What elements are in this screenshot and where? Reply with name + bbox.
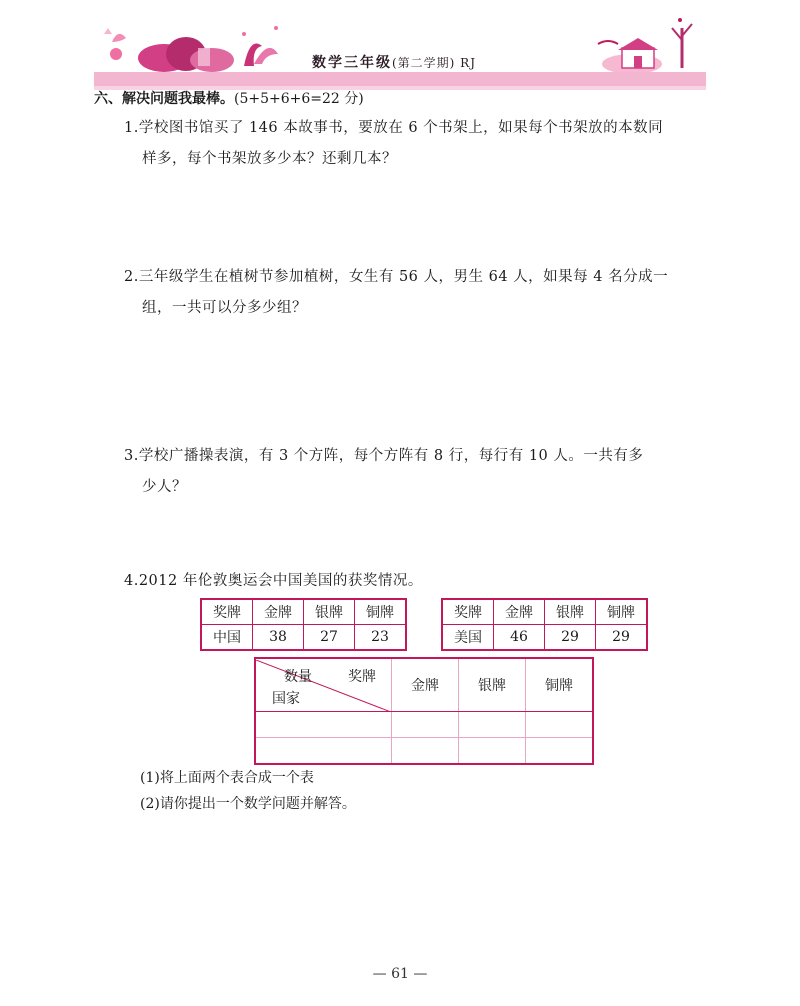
table-header-cell: 奖牌 [201, 599, 253, 625]
table-cell: 中国 [201, 625, 253, 651]
diag-label-quantity: 数量 [284, 669, 312, 685]
table-header-cell: 银牌 [459, 658, 526, 712]
blank-cell[interactable] [459, 712, 526, 738]
question-4 [124, 566, 714, 597]
diag-label-medal: 奖牌 [348, 669, 376, 685]
decorative-flowers-left [94, 14, 284, 74]
blank-cell[interactable] [392, 738, 459, 765]
table-cell: 23 [355, 625, 407, 651]
question-1-line-1: 1.学校图书馆买了 146 本故事书，要放在 6 个书架上，如果每个书架放的本数同 [124, 120, 664, 136]
question-3 [124, 441, 714, 503]
table-header-cell: 银牌 [545, 599, 596, 625]
section-title: 六、解决问题我最棒。 [94, 91, 234, 107]
diagonal-header-cell [255, 658, 392, 712]
table-row [201, 625, 406, 651]
table-header-cell: 银牌 [304, 599, 355, 625]
sub-question-1: (1)将上面两个表合成一个表 [140, 770, 314, 786]
table-row [442, 625, 647, 651]
table-cell: 38 [253, 625, 304, 651]
question-3-line-1: 3.学校广播操表演，有 3 个方阵，每个方阵有 8 行，每行有 10 人。一共有多 [124, 448, 644, 464]
question-1-line-2: 样多，每个书架放多少本？还剩几本？ [142, 151, 397, 167]
table-row [442, 599, 647, 625]
medal-table-usa [441, 598, 648, 651]
blank-cell[interactable] [255, 738, 392, 765]
table-header-cell: 奖牌 [442, 599, 494, 625]
page-number: — 61 — [372, 966, 428, 982]
decorative-house-tree-right [592, 14, 706, 74]
blank-cell[interactable] [526, 738, 594, 765]
table-header-cell: 铜牌 [355, 599, 407, 625]
table-header-cell: 铜牌 [526, 658, 594, 712]
table-cell: 46 [494, 625, 545, 651]
sub-question-2: (2)请你提出一个数学问题并解答。 [140, 796, 356, 812]
table-row [255, 712, 593, 738]
table-header-cell: 金牌 [494, 599, 545, 625]
question-4-line-1: 4.2012 年伦敦奥运会中国美国的获奖情况。 [124, 573, 423, 589]
table-cell: 29 [545, 625, 596, 651]
question-2-line-1: 2.三年级学生在植树节参加植树，女生有 56 人，男生 64 人，如果每 4 名分成一 [124, 269, 669, 285]
section-heading [94, 88, 364, 108]
question-2-line-2: 组，一共可以分多少组？ [142, 300, 307, 316]
table-header-cell: 铜牌 [596, 599, 648, 625]
book-title: 数学三年级 [312, 55, 392, 71]
question-2 [124, 262, 714, 324]
section-points: (5+5+6+6=22 分) [234, 91, 364, 107]
table-row [201, 599, 406, 625]
blank-cell[interactable] [255, 712, 392, 738]
blank-cell[interactable] [392, 712, 459, 738]
combined-medal-table [254, 657, 594, 765]
question-3-line-2: 少人？ [142, 479, 187, 495]
header-title [312, 52, 476, 72]
table-cell: 27 [304, 625, 355, 651]
page-header [94, 14, 706, 88]
question-1 [124, 113, 714, 175]
table-cell: 29 [596, 625, 648, 651]
table-row [255, 658, 593, 712]
table-header-cell: 金牌 [392, 658, 459, 712]
blank-cell[interactable] [459, 738, 526, 765]
blank-cell[interactable] [526, 712, 594, 738]
book-subtitle: (第二学期) RJ [392, 56, 477, 70]
header-band [94, 72, 706, 86]
table-row [255, 738, 593, 765]
table-cell: 美国 [442, 625, 494, 651]
medal-table-china [200, 598, 407, 651]
table-header-cell: 金牌 [253, 599, 304, 625]
diag-label-country: 国家 [272, 691, 300, 707]
